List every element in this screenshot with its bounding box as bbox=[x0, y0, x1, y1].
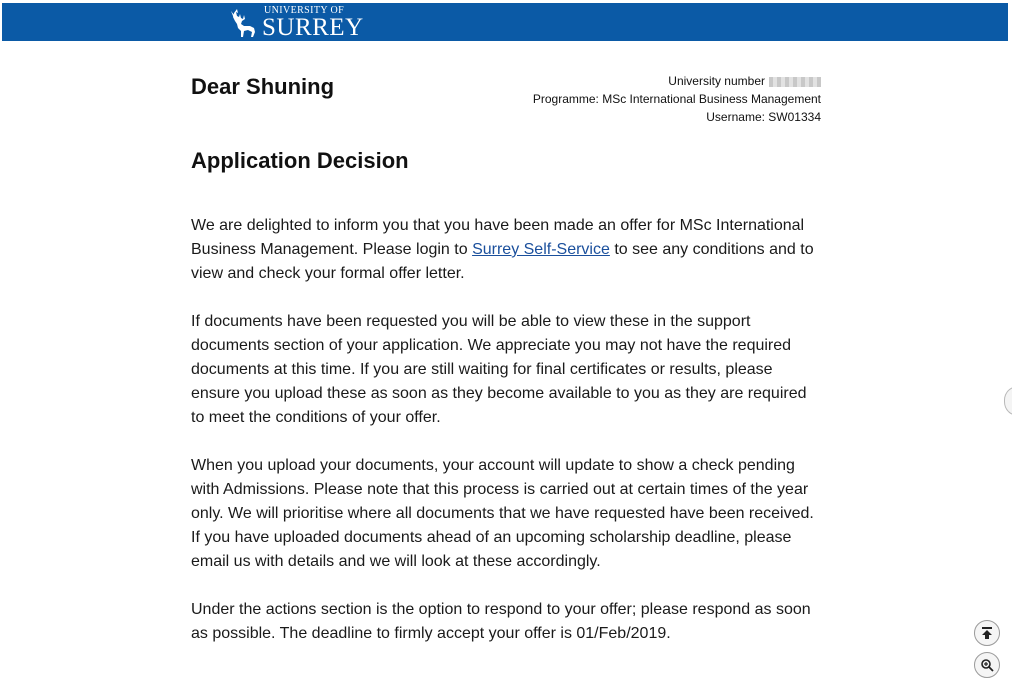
zoom-button[interactable] bbox=[974, 652, 1000, 678]
header-bar bbox=[2, 3, 1008, 41]
university-number-row bbox=[533, 72, 821, 90]
letter-body bbox=[191, 214, 819, 670]
side-panel-handle[interactable] bbox=[1004, 386, 1012, 416]
surrey-self-service-link[interactable]: Surrey Self-Service bbox=[472, 241, 610, 258]
paragraph-offer-text-1: We are delighted to inform you that you have been made an offer for MSc International Business Management. Please login to bbox=[191, 217, 805, 258]
stag-icon bbox=[228, 7, 258, 39]
paragraph-offer-text-2: to see any conditions and to view and check your formal offer letter. bbox=[191, 241, 814, 282]
scroll-to-top-icon bbox=[980, 626, 994, 640]
greeting: Dear Shuning bbox=[191, 74, 335, 99]
logo-text bbox=[262, 6, 364, 40]
username-row: Username: SW01334 bbox=[706, 110, 821, 124]
programme-row: Programme: MSc International Business Management bbox=[532, 92, 821, 106]
paragraph-offer bbox=[191, 214, 819, 286]
logo-top-text: UNIVERSITY OF bbox=[264, 5, 345, 16]
university-number-label: University number bbox=[668, 74, 765, 88]
university-number-redacted bbox=[769, 77, 821, 87]
applicant-meta bbox=[533, 72, 821, 126]
page-title: Application Decision bbox=[191, 148, 409, 173]
paragraph-upload: When you upload your documents, your account will update to show a check pending with Admissions. Please note that this process is carried out at certain times of the year only. We will prioritise where all documents that we have requested have been received. If you have uploaded documents ahead of an upcoming scholarship deadline, please email us with details and we will look at these accordingly. bbox=[191, 457, 814, 570]
logo-main-text: SURREY bbox=[262, 14, 364, 41]
zoom-icon bbox=[980, 658, 994, 672]
university-logo[interactable] bbox=[228, 7, 364, 39]
paragraph-documents: If documents have been requested you will be able to view these in the support documents section of your application. We appreciate you may not have the required documents at this time. If you are still waiting for final certificates or results, please ensure you upload these as soon as they become available to you as they are required to meet the conditions of your offer. bbox=[191, 313, 807, 426]
scroll-to-top-button[interactable] bbox=[974, 620, 1000, 646]
paragraph-deadline: Under the actions section is the option to respond to your offer; please respond as soon as possible. The deadline to firmly accept your offer is 01/Feb/2019. bbox=[191, 601, 811, 642]
